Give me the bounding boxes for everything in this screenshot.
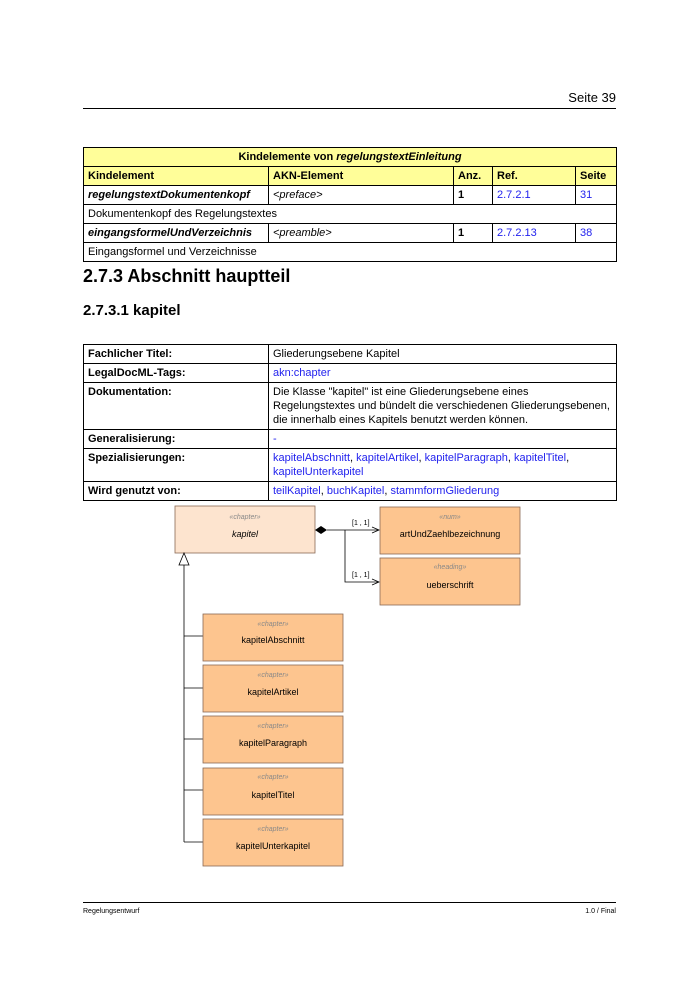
ref-link[interactable]: 2.7.2.1 (493, 186, 576, 205)
table-row-description: Eingangsformel und Verzeichnisse (84, 243, 617, 262)
class-name: artUndZaehlbezeichnung (399, 529, 501, 539)
class-name: kapitelUnterkapitel (235, 841, 311, 851)
class-name: kapitelTitel (251, 790, 295, 800)
stereotype-label: «chapter» (229, 514, 261, 521)
spez-link[interactable]: kapitelParagraph (424, 452, 508, 464)
stereotype-label: «chapter» (257, 723, 289, 730)
stereotype-label: «num» (439, 514, 461, 521)
multiplicity-label: [1 , 1] (352, 572, 370, 579)
stereotype-label: «chapter» (257, 826, 289, 833)
multiplicity-label: [1 , 1] (352, 520, 370, 527)
genutzt-list: teilKapitel, buchKapitel, stammformGliederung (269, 482, 617, 501)
col-ref: Ref. (493, 167, 576, 186)
usage-link[interactable]: teilKapitel (273, 485, 321, 497)
generalization-triangle (179, 553, 189, 565)
spezialisierungen-list: kapitelAbschnitt, kapitelArtikel, kapitelParagraph, kapitelTitel, kapitelUnterkapitel (269, 449, 617, 482)
table-row: regelungstextDokumentenkopf <preface> 1 2.7.2.1 31 (84, 186, 617, 205)
table-row: eingangsformelUndVerzeichnis <preamble> 1 2.7.2.13 38 (84, 224, 617, 243)
class-name: kapitelAbschnitt (241, 635, 305, 645)
meta-table: Fachlicher Titel: Gliederungsebene Kapitel LegalDocML-Tags: akn:chapter Dokumentation: Die Klasse "kapitel" ist eine Gliederungsebene eines Regelungstextes und bündelt die verschiedenen Gliederungsebenen, die innerhalb eines Kapitels benutzt werden können. Generalisierung: - Spezialisierungen: kapitelAbschnitt, kapitelArtikel, kapitelParagraph, kapitelTitel, kapitelUnterkapitel Wird genutzt von: teilKapitel, buchKapitel, stammformGliederung (83, 344, 617, 501)
spez-link[interactable]: kapitelArtikel (356, 452, 419, 464)
section-heading: 2.7.3 Abschnitt hauptteil (83, 266, 291, 286)
subsection-heading: 2.7.3.1 kapitel (83, 302, 181, 319)
spez-link[interactable]: kapitelAbschnitt (273, 452, 351, 464)
page-number: Seite 39 (568, 90, 616, 105)
table-row-description: Dokumentenkopf des Regelungstextes (84, 205, 617, 224)
page-footer (83, 902, 616, 915)
class-name: ueberschrift (426, 580, 474, 590)
spez-link[interactable]: kapitelUnterkapitel (273, 466, 364, 478)
col-akn-element: AKN-Element (269, 167, 454, 186)
footer-right: 1.0 / Final (585, 908, 616, 915)
ref-link[interactable]: 2.7.2.13 (493, 224, 576, 243)
class-name: kapitelArtikel (247, 687, 299, 697)
col-anzahl: Anz. (454, 167, 493, 186)
col-kindelement: Kindelement (84, 167, 269, 186)
col-seite: Seite (576, 167, 617, 186)
usage-link[interactable]: stammformGliederung (390, 485, 500, 497)
class-name: kapitelParagraph (238, 738, 308, 748)
stereotype-label: «chapter» (257, 774, 289, 781)
page-link[interactable]: 38 (576, 224, 617, 243)
composition-diamond (315, 526, 327, 534)
stereotype-label: «heading» (433, 564, 467, 571)
stereotype-label: «chapter» (257, 672, 289, 679)
page-link[interactable]: 31 (576, 186, 617, 205)
stereotype-label: «chapter» (257, 621, 289, 628)
tag-link[interactable]: akn:chapter (269, 364, 617, 383)
table-caption: Kindelemente von regelungstextEinleitung (84, 148, 617, 167)
spez-link[interactable]: kapitelTitel (513, 452, 567, 464)
footer-left: Regelungsentwurf (83, 908, 140, 915)
class-name: kapitel (231, 529, 259, 539)
usage-link[interactable]: buchKapitel (326, 485, 385, 497)
